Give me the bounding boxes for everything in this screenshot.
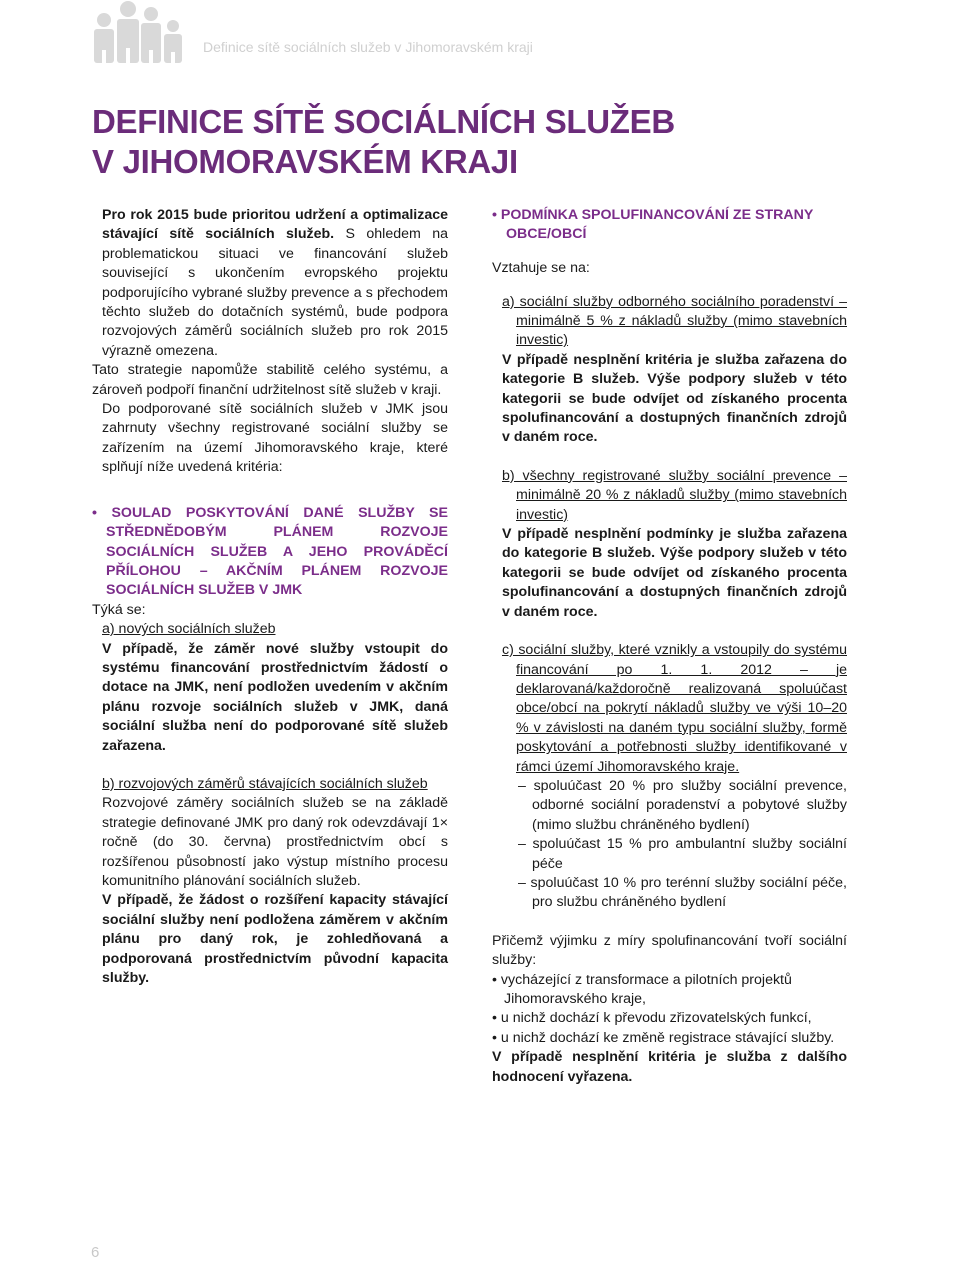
dash-item-20: – spoluúčast 20 % pro služby sociální prevence, odborné sociální poradenství a pobytové služby (mimo službu chráněného bydlení) <box>518 777 847 833</box>
right-item-c-label: c) sociální služby, které vznikly a vstoupily do systému financování po 1. 1. 2012 – je deklarovaná/každoročně realizovaná spoluúčast obce/obcí na pokrytí nákladů služby ve výši 10–20 % v závislosti na daném typu sociální služby, formě poskytování a potřebnosti služby identifikované v rámci území Jihomoravského kraje. <box>502 642 847 775</box>
family-people-icon <box>90 0 186 66</box>
right-item-b-condition: V případě nesplnění podmínky je služba zařazena do kategorie B služeb. Výše podpory služeb v této kategorii se bude odvíjet od získaného procenta spolufinancování a dostupných finančních zdrojů v daném roce. <box>502 526 847 620</box>
exception-bullet-3: • u nichž dochází ke změně registrace stávající služby. <box>492 1029 835 1046</box>
exception-bullet-2: • u nichž dochází k převodu zřizovatelských funkcí, <box>492 1010 812 1027</box>
vztahuje-label: Vztahuje se na: <box>492 260 590 276</box>
tyka-se-label: Týká se: <box>92 601 146 618</box>
dash-item-10: – spoluúčast 10 % pro terénní služby sociální péče, pro službu chráněného bydlení <box>518 874 847 911</box>
item-b-condition: V případě, že žádost o rozšíření kapacity stávající sociální služby není podložena záměrem v akčním plánu pro daný rok, je zohledňovaná a podporovaná prostřednictvím původní kapacita služby. <box>102 892 448 987</box>
strategy-paragraph: Tato strategie napomůže stabilitě celého systému, a zároveň podpoří finanční udržitelnost sítě služeb v kraji. <box>92 362 448 398</box>
title-line-1: DEFINICE SÍTĚ SOCIÁLNÍCH SLUŽEB <box>92 103 675 140</box>
running-header: Definice sítě sociálních služeb v Jihomoravském kraji <box>203 39 533 55</box>
item-a-label: a) nových sociálních služeb <box>102 621 276 638</box>
criteria-intro-paragraph: Do podporované sítě sociálních služeb v JMK jsou zahrnuty všechny registrované sociální služby se zařízením na území Jihomoravského kraje, které splňují níže uvedená kritéria: <box>102 401 448 476</box>
right-item-b-label: b) všechny registrované služby sociální prevence – minimálně 20 % z nákladů služby (mimo stavebních investic) <box>502 467 847 523</box>
left-column <box>92 206 448 988</box>
final-condition: V případě nesplnění kritéria je služba z dalšího hodnocení vyřazena. <box>492 1049 847 1085</box>
exception-intro: Přičemž výjimku z míry spolufinancování tvoří sociální služby: <box>492 932 847 969</box>
page-number: 6 <box>91 1244 100 1261</box>
section-heading-spolufinancovani: • PODMÍNKA SPOLUFINANCOVÁNÍ ZE STRANY OBCE/OBCÍ <box>492 206 847 245</box>
right-item-a-label: a) sociální služby odborného sociálního poradenství – minimálně 5 % z nákladů služby (mimo stavebních investic) <box>502 293 847 349</box>
title-line-2: V JIHOMORAVSKÉM KRAJI <box>92 143 518 180</box>
item-b-text: Rozvojové záměry sociálních služeb se na základě strategie definované JMK pro daný rok odevzdávají 1× ročně (do 30. června) prostřednictvím obcí s rozšířenou působností jako výstup místního procesu komunitního plánování sociálních služeb. <box>102 795 448 889</box>
item-a-condition: V případě, že záměr nové služby vstoupit do systému financování prostřednictvím žádostí o dotace na JMK, není podložen uvedením v akčním plánu rozvoje sociálních služeb v JMK, daná sociální služba není do podporované sítě služeb zařazena. <box>102 640 448 754</box>
page-title <box>92 102 675 182</box>
intro-paragraph <box>92 206 448 361</box>
dash-item-15: – spoluúčast 15 % pro ambulantní služby sociální péče <box>518 836 847 872</box>
intro-text: S ohledem na problematickou situaci ve financování služeb související s ukončením evropského projektu podporujícího vybrané služby prevence a s přechodem těchto služeb do dotačních systémů, bude podpora rozvojových záměrů sociálních služeb pro rok 2015 výrazně omezena. <box>102 226 448 359</box>
item-b-label: b) rozvojových záměrů stávajících sociálních služeb <box>102 775 428 792</box>
section-heading-soulad: • SOULAD POSKYTOVÁNÍ DANÉ SLUŽBY SE STŘEDNĚDOBÝM PLÁNEM ROZVOJE SOCIÁLNÍCH SLUŽEB A JEHO PROVÁDĚCÍ PŘÍLOHOU – AKČNÍM PLÁNEM ROZVOJE SOCIÁLNÍCH SLUŽEB V JMK <box>92 504 448 601</box>
intro-bold: Pro rok 2015 bude prioritou udržení a optimalizace stávající sítě sociálních služeb. <box>102 207 448 243</box>
right-column <box>492 206 847 1087</box>
right-item-a-condition: V případě nesplnění kritéria je služba zařazena do kategorie B služeb. Výše podpory služeb v této kategorii se bude odvíjet od získaného procenta spolufinancování a dostupných finančních zdrojů v daném roce. <box>502 351 847 446</box>
exception-bullet-1: • vycházející z transformace a pilotních projektů Jihomoravského kraje, <box>492 971 792 1007</box>
